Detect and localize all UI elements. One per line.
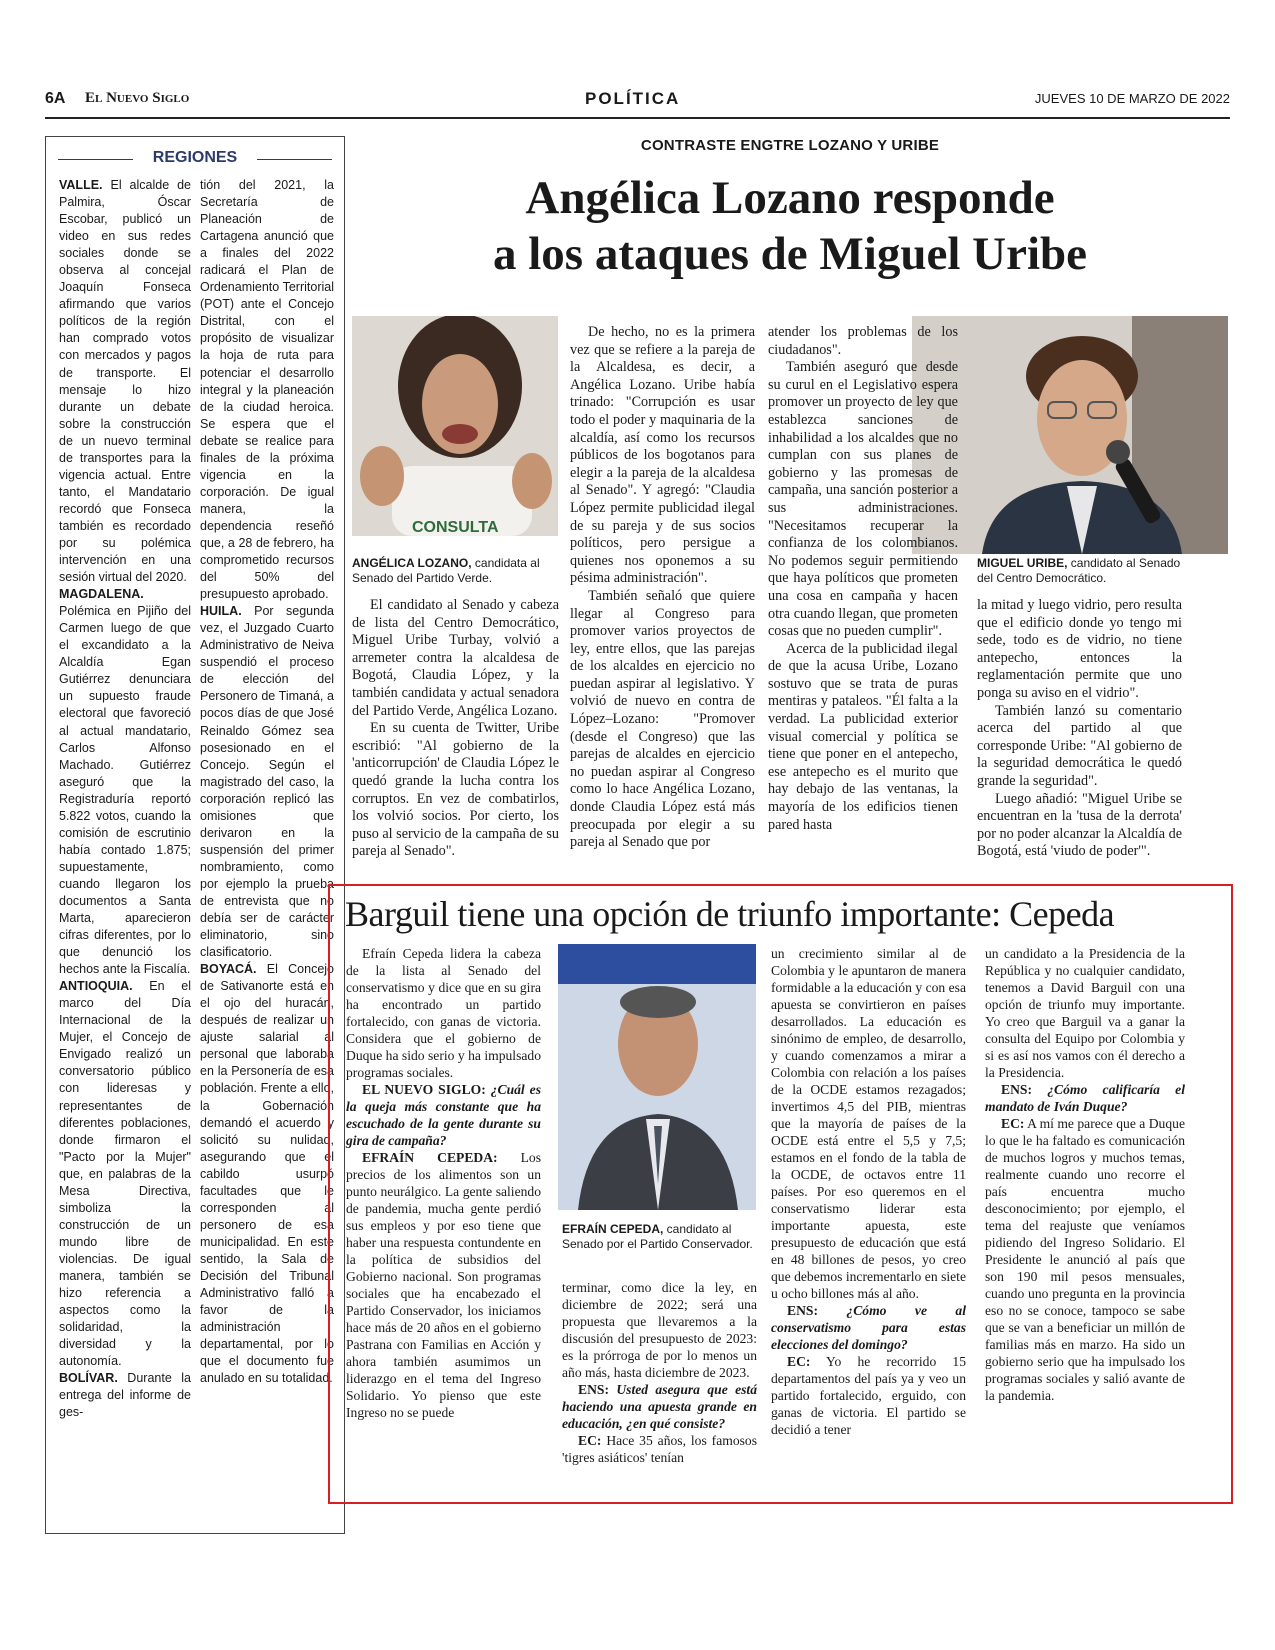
region-lead: HUILA.: [200, 604, 242, 619]
interview-column-1: [346, 945, 541, 1421]
question-text: ¿Cómo calificaría el mandato de Iván Duque?: [985, 1082, 1185, 1114]
region-text: Polémica en Pijiño del Carmen luego de que el excandidato a la Alcaldía Egan Gutiérrez denunciara un supuesto fraude electoral que favoreció al actual mandatario, Carlos Alfonso Machado. Gutiérrez aseguró que la Registraduría reportó 5.822 votos, cuando la comisión de escrutinio había contado 1.875; supuestamente, cuando llegaron los documentos a Santa Marta, aparecieron cifras diferentes, por lo que denunció los hechos ante la Fiscalía.: [59, 604, 191, 977]
paragraph: terminar, como dice la ley, en diciembre de 2022; será una propuesta que llevaremos a la discusión del presupuesto de 2023: es la prórroga de por lo menos un año más, hasta diciembre de 2023.: [562, 1280, 757, 1380]
newspaper-name: El Nuevo Siglo: [85, 90, 190, 106]
paragraph: También lanzó su comentario acerca del partido al que corresponde Uribe: "Al gobierno de la seguridad democrática le quedó grande la seguridad".: [977, 702, 1182, 789]
region-lead: BOLÍVAR.: [59, 1371, 118, 1386]
region-lead: VALLE.: [59, 178, 103, 192]
caption-uribe: [977, 556, 1187, 586]
issue-date: JUEVES 10 DE MARZO DE 2022: [1034, 91, 1230, 106]
article-kicker: CONTRASTE ENGTRE LOZANO Y URIBE: [640, 137, 940, 154]
speaker-label: EFRAÍN CEPEDA:: [362, 1150, 498, 1165]
interview-question: [985, 1081, 1185, 1115]
interview-column-3: [771, 945, 966, 1438]
masthead-rule: [45, 117, 1230, 119]
headline-line-1: Angélica Lozano responde: [525, 172, 1055, 224]
region-brief-magdalena: [59, 586, 191, 978]
paragraph: Efraín Cepeda lidera la cabeza de la lista al Senado del conservatismo y dice que en su gira ha encontrado un partido fortalecido, con ganas de victoria. Considera que el gobierno de Duque ha sido serio y ha impulsado programas sociales.: [346, 946, 541, 1080]
answer-text: Los precios de los alimentos son un punto neurálgico. La gente saliendo de pandemia, mucha gente perdió sus empleos y por eso tiene que haber una respuesta contundente en la política de subsidios del Gobierno nacional. Son programas sociales que ha encabezado el Partido Conservador, los iniciamos hace más de 20 años en el gobierno Pastrana con Familias en Acción y ahora también asumimos un liderazgo en el tema del Ingreso Solidario. Yo pienso que este Ingreso no se puede: [346, 1150, 541, 1420]
portrait-uribe-graphic: [912, 316, 1228, 554]
region-text: Durante la entrega del informe de ges-: [59, 1371, 191, 1420]
interview-question: [562, 1381, 757, 1432]
answer-text: Yo he recorrido 15 departamentos del país ya y veo un partido fortalecido, erguido, con ganas de victoria. El partido se decidió a tener: [771, 1354, 966, 1437]
shirt-text: CONSULTA: [412, 519, 499, 536]
paragraph: un candidato a la Presidencia de la República y no cualquier candidato, tenemos a David Barguil con una opción de triunfo muy importante. Yo creo que Barguil va a ganar la consulta del Equipo por Colombia y si es así nos vamos con él derecho a la Presidencia.: [985, 946, 1185, 1080]
speaker-label: EL NUEVO SIGLO:: [362, 1082, 486, 1097]
paragraph: De hecho, no es la primera vez que se refiere a la pareja de la Alcaldesa, es decir, a Angélica Lozano. Uribe había trinado: "Corrupción es usar todo el poder y maquinaria de la alcaldía, así como los recursos públicos de los bogotanos para elegir a la pareja de la alcaldesa al Senado". Y agregó: "Claudia López permite publicidad ilegal de su pareja y de sus socios políticos, pero persigue a quienes nos oponemos a su pésima administración".: [570, 324, 755, 587]
paragraph: En su cuenta de Twitter, Uribe escribió: "Al gobierno de la 'anticorrupción' de Claudia López le quedó grande la lucha contra los corruptos. En vez de combatirlos, los volvió socios. Por cierto, los puso al servicio de la campaña de su pareja al Senado".: [352, 720, 559, 860]
question-text: ¿Cuál es la queja más constante que ha escuchado de la gente durante su gira de campaña?: [346, 1082, 541, 1148]
region-text: tión del 2021, la Secretaría de Planeación de Cartagena anunció que a finales del 2022 radicará el Plan de Ordenamiento Territorial (POT) ante el Concejo Distrital, con el propósito de visualizar la hoja de ruta para potenciar el desarrollo integral y la planeación de la ciudad heroica. Se espera que el debate se realice para finales de la próxima vigencia en la corporación. De igual manera, la dependencia reseñó que, a 28 de febrero, ha comprometido recursos del 50% del presupuesto aprobado.: [200, 178, 334, 602]
region-brief-boyaca: [200, 961, 334, 1387]
caption-name: MIGUEL URIBE,: [977, 556, 1068, 570]
region-text: El Concejo de Sativanorte está en el ojo del huracán, después de realizar un ajuste salarial al personal que laboraba en la Personería de esa población. Frente a ello, la Gobernación demandó el acuerdo y solicitó su nulidad, asegurando que el cabildo usurpó facultades que le corresponden al personero de esa municipalidad. En este sentido, la Sala de Decisión del Tribunal Administrativo falló a favor de la administración departamental, por lo que el documento fue anulado en su totalidad.: [200, 962, 334, 1386]
question-text: ¿Cómo ve al conservatismo para estas elecciones del domingo?: [771, 1303, 966, 1352]
interview-answer: [562, 1432, 757, 1466]
page-number: 6A: [45, 90, 66, 107]
regions-title-rule-right: [257, 159, 332, 160]
portrait-lozano-graphic: [352, 316, 558, 536]
caption-text: candidata al Senado del Partido Verde.: [352, 556, 540, 585]
article-column-1: [352, 597, 559, 861]
interview-question: [346, 1081, 541, 1149]
answer-text: A mí me parece que a Duque lo que le ha faltado es comunicación de muchos logros y muchos temas, realmente cuando uno recorre el país encuentra mucho desconocimiento; por ejemplo, el tema del reajuste que veníamos pidiendo del Ingreso Solidario. El Presidente le anunció al país que son 190 mil pesos mensuales, cuando uno pregunta en la provincia eso no se conoce, tampoco se sabe que se van a beneficiar un millón de familias más en marzo. Ha sido un gobierno serio que ha impulsado los programas sociales y salió avante de la pandemia.: [985, 1116, 1185, 1403]
caption-name: EFRAÍN CEPEDA,: [562, 1222, 664, 1236]
caption-text: candidato al Senado por el Partido Conservador.: [562, 1222, 753, 1251]
caption-text: candidato al Senado del Centro Democrático.: [977, 556, 1181, 585]
photo-efrain-cepeda: [558, 944, 756, 1210]
caption-lozano: [352, 556, 552, 586]
speaker-label: ENS:: [787, 1303, 818, 1318]
answer-text: Hace 35 años, los famosos 'tigres asiáticos' tenían: [562, 1433, 757, 1465]
speaker-label: EC:: [578, 1433, 602, 1448]
region-lead: ANTIOQUIA.: [59, 979, 133, 994]
paragraph: Acerca de la publicidad ilegal de que la acusa Uribe, Lozano sostuvo que se trata de puras mentiras y pataleos. "Él falta a la verdad. La publicidad exterior visual comercial y política se tiene que poner en el antepecho, ese antepecho es el murito que hay debajo de las ventanas, la mayoría de los edificios tienen pared hasta: [768, 640, 958, 833]
photo-miguel-uribe: [912, 316, 1228, 554]
caption-cepeda: [562, 1222, 757, 1252]
region-brief-huila: [200, 603, 334, 961]
article-column-2: [570, 324, 755, 852]
interview-column-2: [562, 1279, 757, 1466]
paragraph: Luego añadió: "Miguel Uribe se encuentran en la 'tusa de la derrota' por no poder alcanzar la Alcaldía de Bogotá, está 'viudo de poder'".: [977, 790, 1182, 860]
regions-title: REGIONES: [152, 149, 238, 166]
article-headline: [350, 170, 1230, 282]
paragraph: El candidato al Senado y cabeza de lista del Centro Democrático, Miguel Uribe Turbay, volvió a arremeter contra la alcaldesa de Bogotá, Claudia López, y la también candidata y actual senadora del Partido Verde, Angélica Lozano.: [352, 597, 559, 719]
photo-angelica-lozano: [352, 316, 558, 536]
interview-answer: [771, 1353, 966, 1438]
region-brief-bolivar: [59, 1370, 191, 1421]
interview-headline: Barguil tiene una opción de triunfo importante: Cepeda: [345, 894, 1115, 934]
regions-column-2: [200, 177, 334, 1387]
interview-question: [771, 1302, 966, 1353]
regions-column-1: [59, 177, 191, 1421]
speaker-label: EC:: [787, 1354, 811, 1369]
paragraph: un crecimiento similar al de Colombia y le apuntaron de manera formidable a la educación y con esa apuesta se convirtieron en países desarrollados. La educación es sinónimo de empleo, de desarrollo, y cuando comenzamos a mirar a Colombia con relación a los países de la OCDE estamos rezagados; invertimos 4,5 del PIB, mientras que la mayoría de países de la OCDE está entre el 5,5 y 7,5; estamos en el fondo de la tabla de la OCDE, de octavos entre 11 países. Por eso queremos en el conservatismo liderar esta importante apuesta, este presupuesto de educación que está en 48 billones de pesos, yo creo que debemos incrementarlo en siete u ocho billones más al año.: [771, 946, 966, 1301]
section-title: POLÍTICA: [585, 89, 681, 108]
question-text: Usted asegura que está haciendo una apuesta grande en educación, ¿en qué consiste?: [562, 1382, 757, 1431]
region-lead: BOYACÁ.: [200, 962, 257, 977]
article-column-4: [977, 597, 1182, 861]
masthead: [45, 90, 1230, 114]
article-column-3: [768, 324, 958, 834]
region-text: En el marco del Día Internacional de la Mujer, el Concejo de Envigado realizó un conversatorio público con lideresas y representantes de diferentes poblaciones, donde firmaron el "Pacto por la Mujer" que, en palabras de la Mesa Directiva, simboliza la construcción de un mundo libre de violencias. De igual manera, también se hizo referencia a aspectos como la solidaridad, la diversidad y la autonomía.: [59, 979, 191, 1369]
speaker-label: ENS:: [578, 1382, 609, 1397]
region-lead: MAGDALENA.: [59, 587, 144, 602]
paragraph: También señaló que quiere llegar al Congreso para promover varios proyectos de ley, entre ellos, que las parejas de los alcaldes en ejercicio no puedan aspirar al legislativo. Y volvió de nuevo en contra de López–Lozano: "Promover (desde el Congreso) que las parejas de alcaldes en ejercicio no puedan aspirar al Congreso como lo hace Angélica Lozano, donde Claudia López está más preocupada por elegir a su pareja al Senado que por: [570, 587, 755, 851]
speaker-label: EC:: [1001, 1116, 1025, 1131]
paragraph: la mitad y luego vidrio, pero resulta que el edificio donde yo tengo mi sede, todo es de vidrio, no tiene antepecho, entonces la reglamentación permite que uno ponga su aviso en el vidrio".: [977, 597, 1182, 701]
region-brief-valle: [59, 177, 191, 586]
interview-column-4: [985, 945, 1185, 1404]
portrait-cepeda-graphic: [558, 944, 756, 1210]
caption-name: ANGÉLICA LOZANO,: [352, 556, 472, 570]
headline-line-2: a los ataques de Miguel Uribe: [492, 228, 1088, 280]
interview-answer: [346, 1149, 541, 1421]
paragraph: También aseguró que desde su curul en el Legislativo espera promover un proyecto de ley que establezca sanciones de inhabilidad a los alcaldes que no cumplan con sus planes de gobierno y las promesas de campaña, una sanción posterior a sus administraciones. "Necesitamos recuperar la confianza de los colombianos. No podemos seguir permitiendo que haya políticos que prometen una cosa en campaña y hacen otra cuando llegan, que prometen cosas que no pueden cumplir".: [768, 359, 958, 640]
paragraph: atender los problemas de los ciudadanos".: [768, 324, 958, 358]
region-brief-bolivar-cont: [200, 177, 334, 603]
region-brief-antioquia: [59, 978, 191, 1370]
region-text: Por segunda vez, el Juzgado Cuarto Administrativo de Neiva suspendió el proceso de elección del Personero de Timaná, a pocos días de que José Reinaldo Gómez sea posesionado en el Concejo. Según el magistrado del caso, la corporación replicó las omisiones que derivaron en la suspensión del primer nombramiento, como por ejemplo la prueba de entrevista que no debía ser de carácter eliminatorio, sino clasificatorio.: [200, 604, 334, 960]
interview-answer: [985, 1115, 1185, 1404]
region-text: El alcalde de Palmira, Óscar Escobar, publicó un video en sus redes sociales donde se observa al concejal Joaquín Fonseca afirmando que varios políticos de la región han comprado votos con mercados y pagos de transporte. El mensaje lo hizo durante un debate sobre la construcción de un nuevo terminal de transportes para la vigencia actual. Entre tanto, el Mandatario recordó que Fonseca también es recordado por su polémica intervención en una sesión virtual del 2020.: [59, 178, 191, 585]
regions-sidebar: [45, 136, 345, 1534]
speaker-label: ENS:: [1001, 1082, 1032, 1097]
